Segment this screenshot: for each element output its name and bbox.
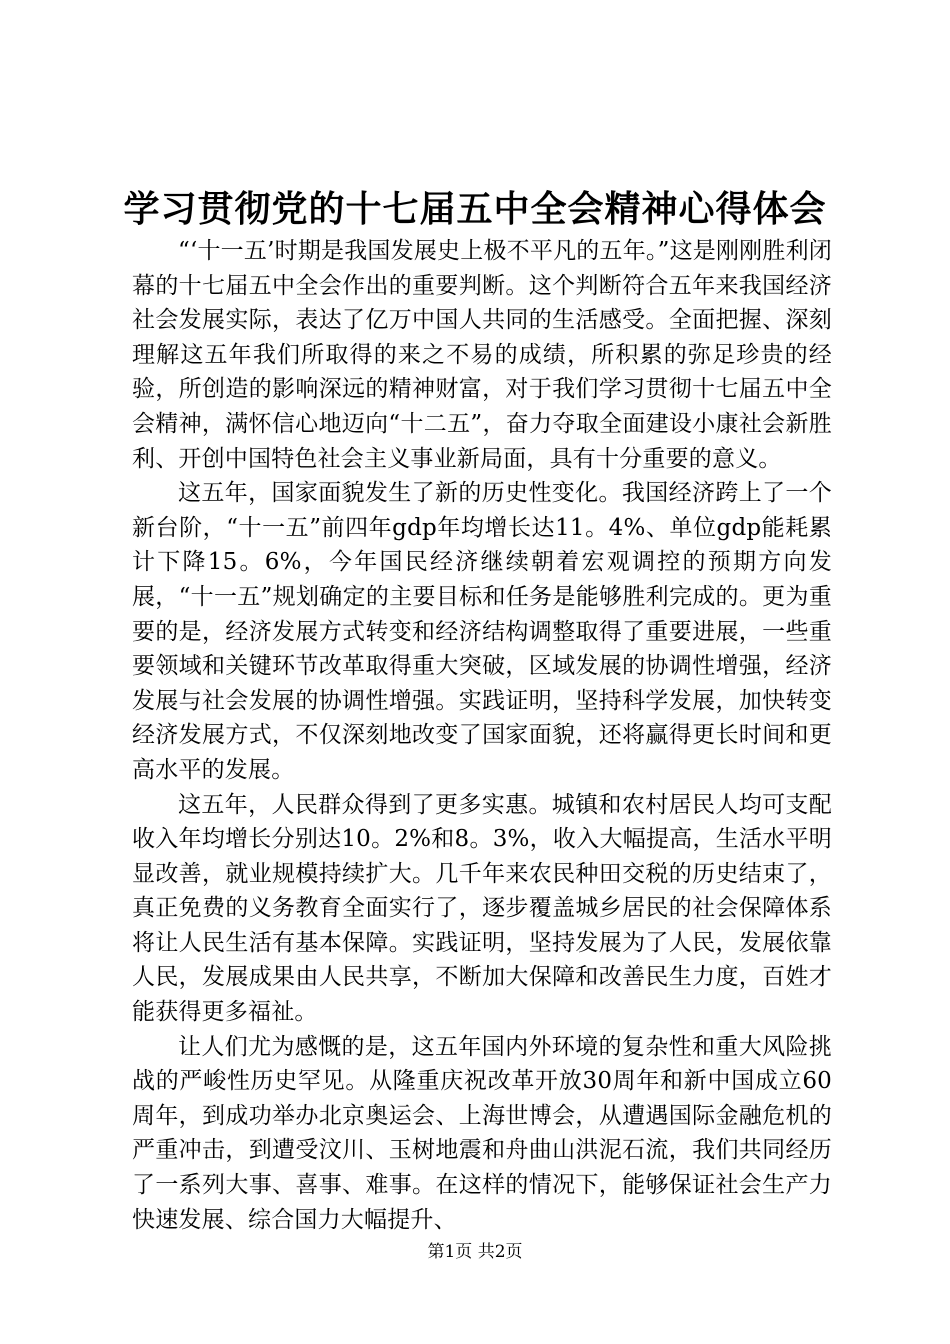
- document-body: [132, 234, 832, 1237]
- page-number-footer: 第1页 共2页: [427, 1242, 523, 1262]
- paragraph: “‘十一五’时期是我国发展史上极不平凡的五年。”这是刚刚胜利闭幕的十七届五中全会作出的重要判断。这个判断符合五年来我国经济社会发展实际，表达了亿万中国人共同的生活感受。全面把握、深刻理解这五年我们所取得的来之不易的成绩，所积累的弥足珍贵的经验，所创造的影响深远的精神财富，对于我们学习贯彻十七届五中全会精神，满怀信心地迈向“十二五”，奋力夺取全面建设小康社会新胜利、开创中国特色社会主义事业新局面，具有十分重要的意义。: [132, 238, 832, 472]
- paragraph: 让人们尤为感慨的是，这五年国内外环境的复杂性和重大风险挑战的严峻性历史罕见。从隆重庆祝改革开放30周年和新中国成立60周年，到成功举办北京奥运会、上海世博会，从遭遇国际金融危机的严重冲击，到遭受汶川、玉树地震和舟曲山洪泥石流，我们共同经历了一系列大事、喜事、难事。在这样的情况下，能够保证社会生产力快速发展、综合国力大幅提升、: [132, 1033, 832, 1233]
- document-title: 学习贯彻党的十七届五中全会精神心得体会: [123, 188, 827, 230]
- paragraph: 这五年，人民群众得到了更多实惠。城镇和农村居民人均可支配收入年均增长分别达10。2%和8。3%，收入大幅提高，生活水平明显改善，就业规模持续扩大。几千年来农民种田交税的历史结束了，真正免费的义务教育全面实行了，逐步覆盖城乡居民的社会保障体系将让人民生活有基本保障。实践证明，坚持发展为了人民，发展依靠人民，发展成果由人民共享，不断加大保障和改善民生力度，百姓才能获得更多福祉。: [132, 791, 832, 1026]
- paragraph: 这五年，国家面貌发生了新的历史性变化。我国经济跨上了一个新台阶，“十一五”前四年gdp年均增长达11。4%、单位gdp能耗累计下降15。6%，今年国民经济继续朝着宏观调控的预期方向发展，“十一五”规划确定的主要目标和任务是能够胜利完成的。更为重要的是，经济发展方式转变和经济结构调整取得了重要进展，一些重要领域和关键环节改革取得重大突破，区域发展的协调性增强，经济发展与社会发展的协调性增强。实践证明，坚持科学发展，加快转变经济发展方式，不仅深刻地改变了国家面貌，还将赢得更长时间和更高水平的发展。: [132, 480, 832, 783]
